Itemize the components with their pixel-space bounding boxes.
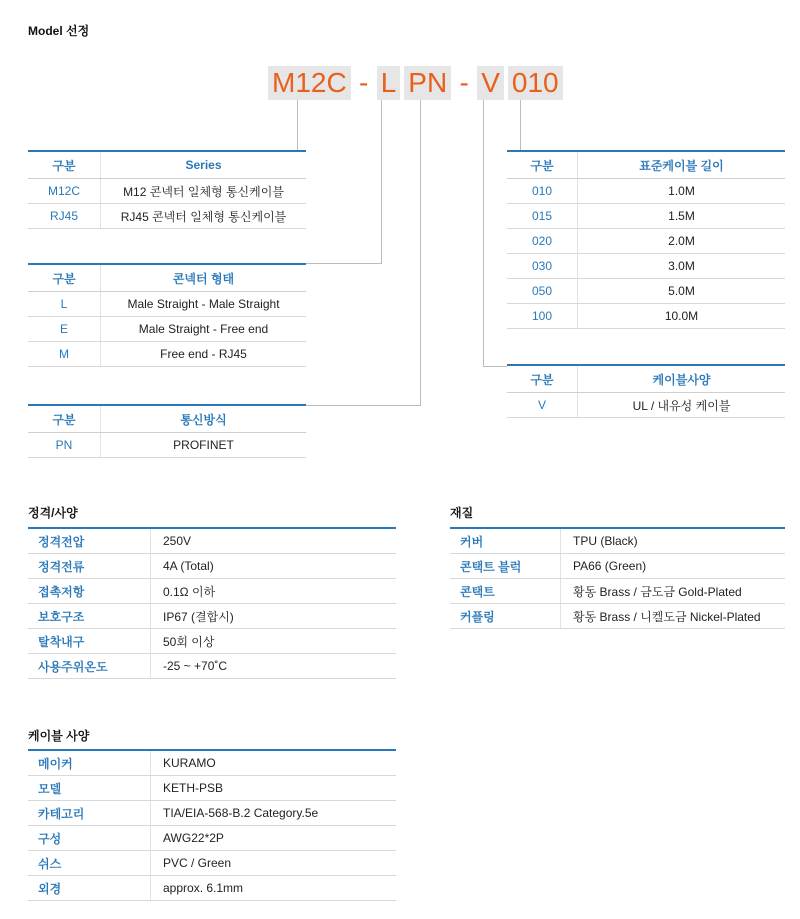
spec-value: 황동 Brass / 금도금 Gold-Plated <box>561 579 786 604</box>
table-cell: V <box>507 393 578 418</box>
table-row <box>28 654 396 679</box>
spec-label: 접촉저항 <box>28 579 151 604</box>
table-cell: M <box>28 342 101 367</box>
cable-spec-table <box>28 749 396 901</box>
table-row <box>28 826 396 851</box>
connector-line-series <box>297 100 298 150</box>
spec-value: 250V <box>151 528 397 554</box>
code-series: M12C <box>268 66 351 100</box>
spec-label: 탈착내구 <box>28 629 151 654</box>
table-cell: 1.5M <box>578 204 786 229</box>
spec-label: 커버 <box>450 528 561 554</box>
table-cell: Free end - RJ45 <box>101 342 307 367</box>
table-cell: 5.0M <box>578 279 786 304</box>
table-row <box>450 604 785 629</box>
table-row <box>28 851 396 876</box>
comm-table <box>28 404 306 458</box>
table-cell: 020 <box>507 229 578 254</box>
connector-line-comm <box>306 100 421 406</box>
code-comm: PN <box>404 66 451 100</box>
code-dash: - <box>459 67 469 98</box>
table-row <box>28 629 396 654</box>
table-cell: Male Straight - Male Straight <box>101 292 307 317</box>
table-row <box>28 179 306 204</box>
spec-label: 메이커 <box>28 750 151 776</box>
table-row <box>450 579 785 604</box>
spec-label: 외경 <box>28 876 151 901</box>
page-title: Model 선정 <box>28 24 90 38</box>
table-cell: L <box>28 292 101 317</box>
table-header: 표준케이블 길이 <box>578 151 786 179</box>
connector-table <box>28 263 306 367</box>
table-cell: 100 <box>507 304 578 329</box>
table-header: 케이블사양 <box>578 365 786 393</box>
series-table <box>28 150 306 229</box>
table-row <box>28 776 396 801</box>
table-row <box>507 304 785 329</box>
spec-label: 콘택트 <box>450 579 561 604</box>
code-connector: L <box>377 66 401 100</box>
table-cell: Male Straight - Free end <box>101 317 307 342</box>
table-row <box>28 342 306 367</box>
table-row <box>507 393 785 418</box>
material-table <box>450 527 785 629</box>
spec-value: AWG22*2P <box>151 826 397 851</box>
spec-value: 황동 Brass / 니켈도금 Nickel-Plated <box>561 604 786 629</box>
table-row <box>28 876 396 901</box>
table-row <box>507 279 785 304</box>
table-cell: 010 <box>507 179 578 204</box>
spec-value: KURAMO <box>151 750 397 776</box>
cable-spec-title: 케이블 사양 <box>28 729 90 743</box>
table-row <box>28 801 396 826</box>
table-cell: PROFINET <box>101 433 307 458</box>
spec-value: approx. 6.1mm <box>151 876 397 901</box>
spec-label: 모델 <box>28 776 151 801</box>
spec-value: PVC / Green <box>151 851 397 876</box>
code-cable-type: V <box>477 66 504 100</box>
table-row <box>507 179 785 204</box>
table-row <box>450 554 785 579</box>
table-row <box>28 554 396 579</box>
spec-value: TPU (Black) <box>561 528 786 554</box>
table-cell: 015 <box>507 204 578 229</box>
spec-value: PA66 (Green) <box>561 554 786 579</box>
table-cell: 1.0M <box>578 179 786 204</box>
spec-label: 커플링 <box>450 604 561 629</box>
table-header: 구분 <box>28 405 101 433</box>
material-title: 재질 <box>450 506 474 520</box>
spec-value: 4A (Total) <box>151 554 397 579</box>
table-header: 구분 <box>28 264 101 292</box>
spec-label: 구성 <box>28 826 151 851</box>
table-row <box>507 229 785 254</box>
table-row <box>507 204 785 229</box>
table-row <box>28 528 396 554</box>
table-cell: RJ45 <box>28 204 101 229</box>
model-code <box>268 66 563 100</box>
table-cell: RJ45 콘넥터 일체형 통신케이블 <box>101 204 307 229</box>
spec-label: 사용주위온도 <box>28 654 151 679</box>
table-cell: 3.0M <box>578 254 786 279</box>
table-cell: 050 <box>507 279 578 304</box>
table-row <box>28 433 306 458</box>
spec-label: 카테고리 <box>28 801 151 826</box>
spec-value: -25 ~ +70˚C <box>151 654 397 679</box>
table-header: 콘넥터 형태 <box>101 264 307 292</box>
spec-label: 쉬스 <box>28 851 151 876</box>
spec-label: 정격전류 <box>28 554 151 579</box>
table-cell: M12 콘넥터 일체형 통신케이블 <box>101 179 307 204</box>
table-row <box>450 528 785 554</box>
table-cell: 030 <box>507 254 578 279</box>
spec-value: TIA/EIA-568-B.2 Category.5e <box>151 801 397 826</box>
spec-value: KETH-PSB <box>151 776 397 801</box>
table-row <box>28 604 396 629</box>
code-dash: - <box>359 67 369 98</box>
table-row <box>28 204 306 229</box>
table-cell: 2.0M <box>578 229 786 254</box>
table-row <box>507 254 785 279</box>
rating-title: 정격/사양 <box>28 506 78 520</box>
table-row <box>28 579 396 604</box>
table-header: Series <box>101 151 307 179</box>
connector-line-cable-type <box>483 100 508 367</box>
spec-label: 보호구조 <box>28 604 151 629</box>
table-cell: E <box>28 317 101 342</box>
cable-type-table <box>507 364 785 418</box>
spec-label: 콘택트 블럭 <box>450 554 561 579</box>
table-cell: M12C <box>28 179 101 204</box>
table-row <box>28 750 396 776</box>
table-cell: 10.0M <box>578 304 786 329</box>
length-table <box>507 150 785 329</box>
table-header: 통신방식 <box>101 405 307 433</box>
spec-value: IP67 (결합시) <box>151 604 397 629</box>
table-header: 구분 <box>507 151 578 179</box>
table-row <box>28 317 306 342</box>
table-cell: UL / 내유성 케이블 <box>578 393 786 418</box>
spec-value: 50회 이상 <box>151 629 397 654</box>
table-header: 구분 <box>507 365 578 393</box>
table-cell: PN <box>28 433 101 458</box>
rating-table <box>28 527 396 679</box>
connector-line-length <box>520 100 521 150</box>
table-row <box>28 292 306 317</box>
spec-value: 0.1Ω 이하 <box>151 579 397 604</box>
code-length: 010 <box>508 66 563 100</box>
table-header: 구분 <box>28 151 101 179</box>
spec-label: 정격전압 <box>28 528 151 554</box>
